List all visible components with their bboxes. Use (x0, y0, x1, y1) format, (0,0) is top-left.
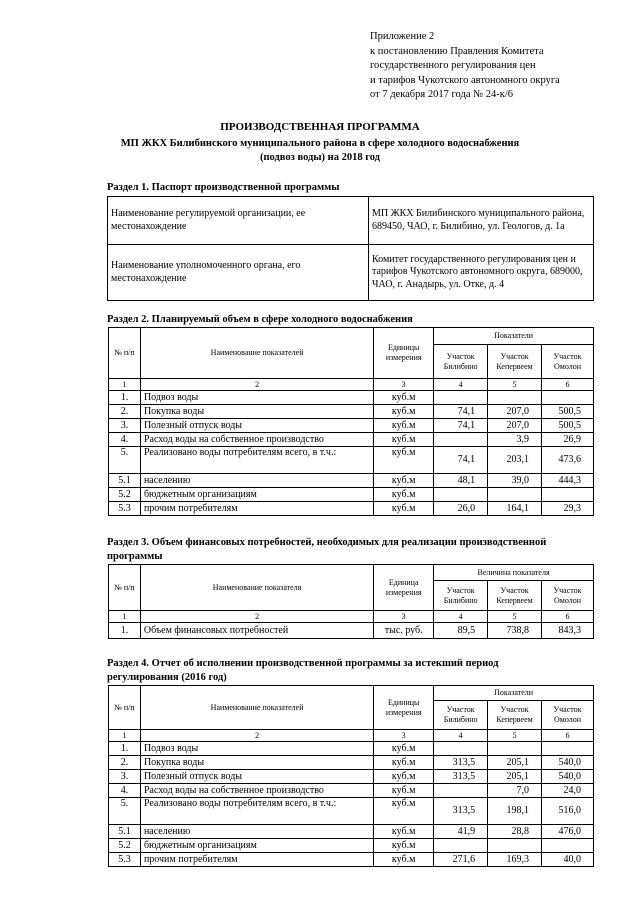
row-number: 3. (109, 770, 141, 784)
row-name: Покупка воды (140, 405, 373, 419)
row-unit: куб.м (374, 405, 434, 419)
planned-volume-table (108, 327, 594, 516)
section4-title (107, 657, 498, 685)
row-name: Покупка воды (140, 756, 373, 770)
table-row (109, 756, 594, 770)
row-number: 2. (109, 756, 141, 770)
row-name: Подвоз воды (140, 391, 373, 405)
row-name: Подвоз воды (140, 742, 373, 756)
col-header-omolon: Участок Омолон (542, 345, 594, 379)
row-name: Расход воды на собственное производство (140, 433, 373, 447)
row-unit: куб.м (374, 839, 434, 853)
table-row (109, 433, 594, 447)
passport-label: Наименование регулируемой организации, ее местонахождение (108, 197, 369, 245)
col-header-omolon: Участок Омолон (542, 581, 594, 611)
row-name: населению (140, 825, 373, 839)
value-bilibino: 74,1 (434, 419, 488, 433)
value-keperveem (488, 839, 542, 853)
value-keperveem: 3,9 (488, 433, 542, 447)
value-keperveem: 169,3 (488, 853, 542, 867)
value-keperveem: 198,1 (488, 798, 542, 825)
value-keperveem (488, 488, 542, 502)
passport-value: Комитет государственного регулирования цен и тарифов Чукотского автономного округа, 689000, ЧАО, г. Анадырь, ул. Отке, д. 4 (369, 245, 594, 301)
row-number: 5. (109, 798, 141, 825)
row-number: 1. (109, 391, 141, 405)
row-unit: куб.м (374, 784, 434, 798)
value-omolon: 29,3 (542, 502, 594, 516)
col-header-keperveem: Участок Кепервеем (488, 345, 542, 379)
value-bilibino (434, 488, 488, 502)
row-name: Реализовано воды потребителям всего, в т.ч.: (140, 447, 373, 474)
value-bilibino (434, 391, 488, 405)
row-unit: куб.м (374, 756, 434, 770)
value-omolon: 476,0 (542, 825, 594, 839)
value-keperveem: 738,8 (488, 623, 542, 639)
value-omolon (542, 391, 594, 405)
col-header-group: Показатели (434, 686, 594, 701)
column-index: 2 (140, 611, 373, 623)
row-name: Полезный отпуск воды (140, 419, 373, 433)
section4-title-line: Раздел 4. Отчет об исполнении производственной программы за истекший период (107, 658, 499, 669)
row-unit: куб.м (374, 825, 434, 839)
value-keperveem: 205,1 (488, 756, 542, 770)
row-number: 5.3 (109, 853, 141, 867)
column-index: 5 (488, 730, 542, 742)
section4-title-line: регулирования (2016 год) (107, 672, 227, 683)
table-header-row (109, 565, 594, 581)
value-omolon: 516,0 (542, 798, 594, 825)
value-bilibino: 313,5 (434, 756, 488, 770)
value-omolon: 500,5 (542, 419, 594, 433)
value-bilibino (434, 742, 488, 756)
row-unit: куб.м (374, 502, 434, 516)
table-header-row (109, 686, 594, 701)
column-index: 3 (374, 379, 434, 391)
table-row (109, 488, 594, 502)
section1-title: Раздел 1. Паспорт производственной программы (107, 182, 340, 193)
col-header-bilibino: Участок Билибино (434, 701, 488, 730)
column-index-row (109, 379, 594, 391)
row-number: 5.3 (109, 502, 141, 516)
value-omolon: 500,5 (542, 405, 594, 419)
section2-title: Раздел 2. Планируемый объем в сфере холодного водоснабжения (107, 314, 413, 325)
table-row (109, 798, 594, 825)
row-number: 5.1 (109, 474, 141, 488)
value-omolon: 40,0 (542, 853, 594, 867)
document-title: ПРОИЗВОДСТВЕННАЯ ПРОГРАММА (220, 121, 420, 133)
column-index: 6 (542, 730, 594, 742)
execution-report-table (108, 685, 594, 867)
row-number: 1. (109, 623, 141, 639)
row-name: Полезный отпуск воды (140, 770, 373, 784)
value-omolon: 24,0 (542, 784, 594, 798)
value-keperveem: 164,1 (488, 502, 542, 516)
section3-title-line: программы (107, 551, 163, 562)
row-unit: куб.м (374, 853, 434, 867)
column-index: 6 (542, 379, 594, 391)
column-index: 4 (434, 730, 488, 742)
col-header-num: № п/п (109, 328, 141, 379)
column-index: 5 (488, 379, 542, 391)
row-number: 4. (109, 433, 141, 447)
value-bilibino: 74,1 (434, 405, 488, 419)
appendix-line: к постановлению Правления Комитета (370, 45, 544, 57)
col-header-unit: Единицы измерения (374, 686, 434, 730)
value-bilibino: 313,5 (434, 798, 488, 825)
table-row (108, 197, 594, 245)
row-name: бюджетным организациям (140, 839, 373, 853)
row-number: 5.1 (109, 825, 141, 839)
row-unit: куб.м (374, 419, 434, 433)
value-bilibino: 313,5 (434, 770, 488, 784)
row-name: прочим потребителям (140, 853, 373, 867)
value-omolon: 540,0 (542, 756, 594, 770)
value-bilibino: 26,0 (434, 502, 488, 516)
section3-title-line: Раздел 3. Объем финансовых потребностей, необходимых для реализации производственной (107, 537, 547, 548)
table-row (109, 853, 594, 867)
col-header-unit: Единицы измерения (374, 328, 434, 379)
subtitle-line: (подвоз воды) на 2018 год (260, 152, 380, 163)
passport-value: МП ЖКХ Билибинского муниципального района, 689450, ЧАО, г. Билибино, ул. Геологов, д. 1а (369, 197, 594, 245)
value-keperveem: 203,1 (488, 447, 542, 474)
row-number: 3. (109, 419, 141, 433)
document-subtitle (0, 137, 640, 165)
row-unit: куб.м (374, 770, 434, 784)
table-row (108, 245, 594, 301)
value-omolon: 444,3 (542, 474, 594, 488)
value-omolon (542, 839, 594, 853)
table-row (109, 623, 594, 639)
row-name: Реализовано воды потребителям всего, в т.ч.: (140, 798, 373, 825)
table-row (109, 742, 594, 756)
value-bilibino (434, 433, 488, 447)
column-index: 4 (434, 379, 488, 391)
row-name: Расход воды на собственное производство (140, 784, 373, 798)
row-unit: тыс. руб. (374, 623, 434, 639)
row-number: 5. (109, 447, 141, 474)
value-omolon: 540,0 (542, 770, 594, 784)
value-bilibino: 48,1 (434, 474, 488, 488)
value-bilibino: 41,9 (434, 825, 488, 839)
table-row (109, 825, 594, 839)
column-index: 1 (109, 611, 141, 623)
financial-needs-table (108, 564, 594, 639)
value-keperveem: 207,0 (488, 405, 542, 419)
table-row (109, 784, 594, 798)
value-keperveem: 7,0 (488, 784, 542, 798)
col-header-bilibino: Участок Билибино (434, 581, 488, 611)
value-keperveem: 28,8 (488, 825, 542, 839)
row-unit: куб.м (374, 391, 434, 405)
table-row (109, 474, 594, 488)
table-row (109, 502, 594, 516)
value-omolon (542, 488, 594, 502)
value-bilibino: 89,5 (434, 623, 488, 639)
column-index: 4 (434, 611, 488, 623)
value-keperveem (488, 391, 542, 405)
col-header-num: № п/п (109, 565, 141, 611)
column-index-row (109, 730, 594, 742)
value-omolon (542, 742, 594, 756)
appendix-line: от 7 декабря 2017 года № 24-к/6 (370, 89, 514, 100)
table-row (109, 419, 594, 433)
column-index: 1 (109, 379, 141, 391)
table-row (109, 839, 594, 853)
row-number: 5.2 (109, 488, 141, 502)
row-unit: куб.м (374, 742, 434, 756)
row-number: 2. (109, 405, 141, 419)
column-index: 3 (374, 611, 434, 623)
row-unit: куб.м (374, 488, 434, 502)
col-header-omolon: Участок Омолон (542, 701, 594, 730)
row-number: 4. (109, 784, 141, 798)
column-index: 3 (374, 730, 434, 742)
col-header-bilibino: Участок Билибино (434, 345, 488, 379)
table-row (109, 391, 594, 405)
column-index: 2 (140, 379, 373, 391)
table-row (109, 447, 594, 474)
value-bilibino: 74,1 (434, 447, 488, 474)
row-name: населению (140, 474, 373, 488)
row-number: 1. (109, 742, 141, 756)
appendix-note (370, 30, 560, 103)
col-header-name: Наименование показателя (140, 565, 373, 611)
col-header-name: Наименование показателей (140, 686, 373, 730)
row-unit: куб.м (374, 433, 434, 447)
value-bilibino (434, 784, 488, 798)
row-number: 5.2 (109, 839, 141, 853)
table-header-row (109, 328, 594, 345)
value-bilibino: 271,6 (434, 853, 488, 867)
column-index: 1 (109, 730, 141, 742)
appendix-line: и тарифов Чукотского автономного округа (370, 74, 560, 86)
row-name: бюджетным организациям (140, 488, 373, 502)
table-row (109, 405, 594, 419)
row-name: Объем финансовых потребностей (140, 623, 373, 639)
column-index-row (109, 611, 594, 623)
row-unit: куб.м (374, 447, 434, 474)
value-keperveem (488, 742, 542, 756)
passport-table (107, 196, 594, 301)
value-keperveem: 207,0 (488, 419, 542, 433)
col-header-group: Показатели (434, 328, 594, 345)
col-header-keperveem: Участок Кепервеем (488, 701, 542, 730)
col-header-group: Величина показателя (434, 565, 594, 581)
value-omolon: 473,6 (542, 447, 594, 474)
appendix-line: Приложение 2 (370, 31, 435, 42)
value-keperveem: 205,1 (488, 770, 542, 784)
passport-label: Наименование уполномоченного органа, его местонахождение (108, 245, 369, 301)
col-header-unit: Единица измерения (374, 565, 434, 611)
column-index: 6 (542, 611, 594, 623)
row-unit: куб.м (374, 474, 434, 488)
col-header-name: Наименование показателей (140, 328, 373, 379)
value-bilibino (434, 839, 488, 853)
appendix-line: государственного регулирования цен (370, 60, 536, 71)
col-header-num: № п/п (109, 686, 141, 730)
table-row (109, 770, 594, 784)
column-index: 5 (488, 611, 542, 623)
value-keperveem: 39,0 (488, 474, 542, 488)
row-unit: куб.м (374, 798, 434, 825)
section3-title (107, 536, 546, 564)
row-name: прочим потребителям (140, 502, 373, 516)
col-header-keperveem: Участок Кепервеем (488, 581, 542, 611)
value-omolon: 843,3 (542, 623, 594, 639)
subtitle-line: МП ЖКХ Билибинского муниципального района в сфере холодного водоснабжения (120, 138, 520, 149)
column-index: 2 (140, 730, 373, 742)
value-omolon: 26,9 (542, 433, 594, 447)
